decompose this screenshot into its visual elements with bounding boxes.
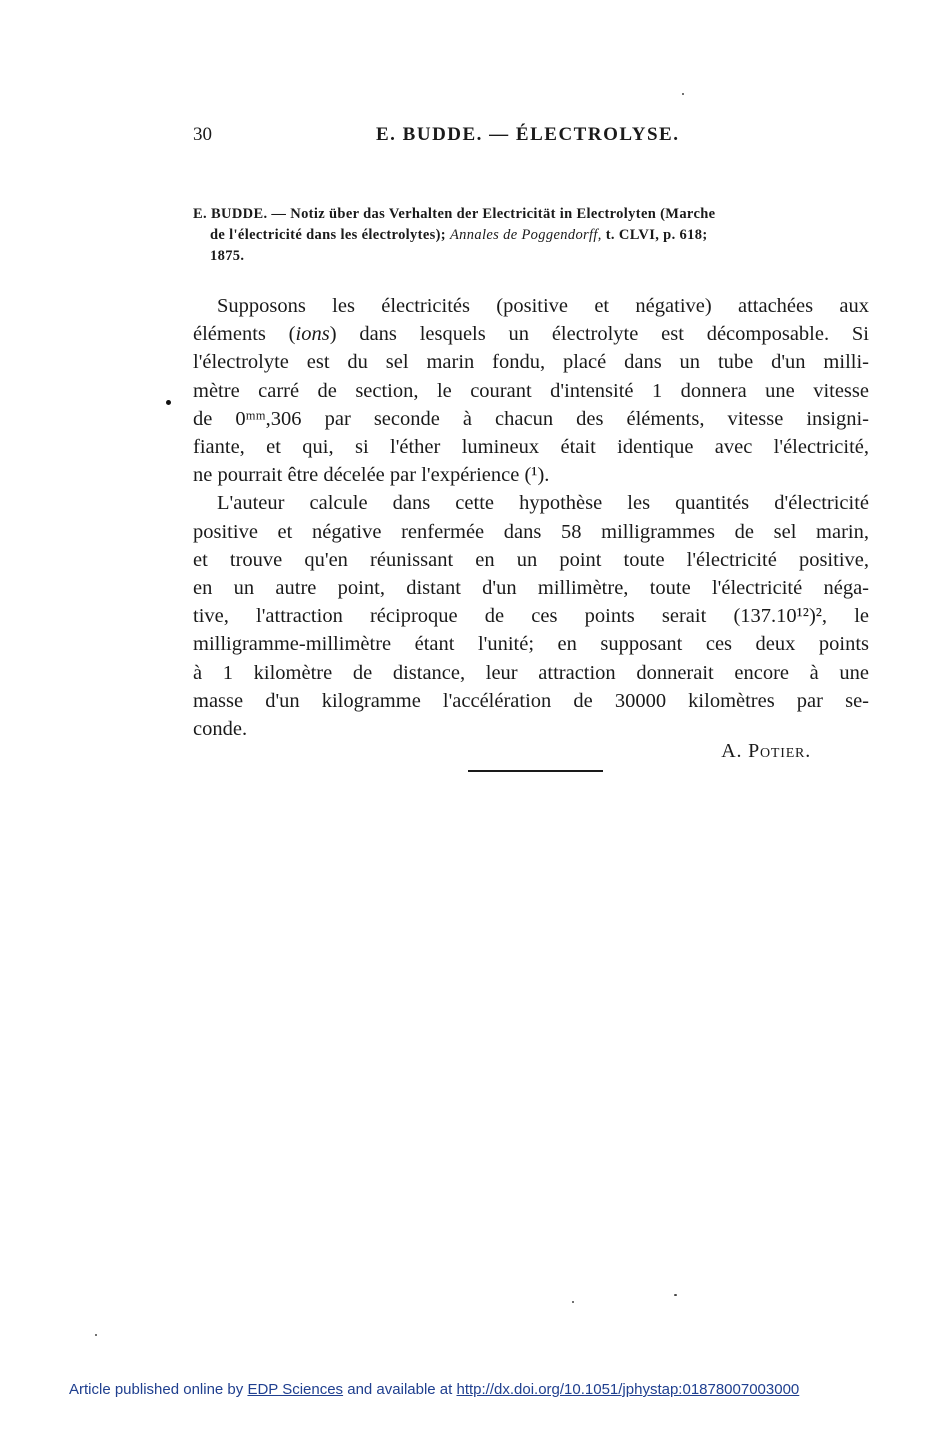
journal-title: Annales de Poggendorff, [449, 227, 602, 243]
reference-line-2 [193, 225, 869, 246]
footer-middle: and available at [343, 1381, 457, 1398]
paragraph-2-line-8: masse d'un kilogramme l'accélération de 30000 kilomètres par se- [193, 689, 869, 712]
scan-speck [682, 93, 684, 95]
paragraph-2 [193, 489, 869, 743]
scan-speck [674, 1294, 677, 1296]
paragraph-1-line-2-start: éléments ( [193, 323, 296, 346]
signature-name: Potier. [748, 740, 811, 762]
paragraph-1-line-1: Supposons les électricités (positive et négative) attachées aux [217, 295, 869, 317]
paragraph-2-line-6: milligramme-millimètre étant l'unité; en supposant ces deux points [193, 633, 869, 656]
reference-line-1: E. BUDDE. — Notiz über das Verhalten der Electricität in Electrolyten (Marche [193, 206, 716, 222]
reference-line-2-volume: t. CLVI, p. 618; [601, 227, 708, 243]
scan-speck [95, 1334, 97, 1336]
paragraph-1-line-3: l'électrolyte est du sel marin fondu, placé dans un tube d'un milli- [193, 351, 869, 374]
doi-link[interactable]: http://dx.doi.org/10.1051/jphystap:01878007003000 [456, 1381, 800, 1398]
page-number: 30 [193, 124, 212, 145]
scan-speck [166, 400, 171, 405]
paragraph-1-line-4: mètre carré de section, le courant d'intensité 1 donnera une vitesse [193, 379, 869, 402]
ions-term: ions [295, 323, 330, 346]
reference-line-3: 1875. [210, 248, 245, 264]
article-body [193, 292, 869, 743]
footer-prefix: Article published online by [69, 1381, 248, 1398]
paragraph-2-line-2: positive et négative renfermée dans 58 milligrammes de sel marin, [193, 520, 869, 543]
section-divider-rule [468, 770, 603, 772]
paragraph-2-line-9: conde. [193, 718, 248, 741]
scan-speck [572, 1301, 574, 1303]
paragraph-1-line-7: ne pourrait être décelée par l'expérience (¹). [193, 464, 550, 487]
reference-line-2-text: de l'électricité dans les électrolytes); [210, 227, 450, 243]
paragraph-1-line-2-end: ) dans lesquels un électrolyte est décomposable. Si [329, 323, 869, 346]
paragraph-1-line-5: de 0ᵐᵐ,306 par seconde à chacun des éléments, vitesse insigni- [193, 407, 869, 430]
publication-footer [69, 1381, 799, 1398]
paragraph-1-line-6: fiante, et qui, si l'éther lumineux était identique avec l'électricité, [193, 436, 869, 459]
running-head: E. BUDDE. — ÉLECTROLYSE. [376, 124, 680, 145]
author-signature [721, 740, 811, 763]
signature-initial: A. [721, 740, 743, 762]
paragraph-2-line-1: L'auteur calcule dans cette hypothèse les quantités d'électricité [217, 492, 869, 515]
paragraph-2-line-3: et trouve qu'en réunissant en un point toute l'électricité positive, [193, 548, 869, 571]
paragraph-1 [193, 292, 869, 489]
bibliographic-reference [193, 204, 869, 267]
publisher-link[interactable]: EDP Sciences [247, 1381, 344, 1398]
paragraph-2-line-4: en un autre point, distant d'un millimètre, toute l'électricité néga- [193, 577, 869, 600]
paragraph-1-line-2 [193, 320, 869, 348]
paragraph-2-line-5: tive, l'attraction réciproque de ces points serait (137.10¹²)², le [193, 605, 869, 628]
paragraph-2-line-7: à 1 kilomètre de distance, leur attraction donnerait encore à une [193, 661, 869, 684]
